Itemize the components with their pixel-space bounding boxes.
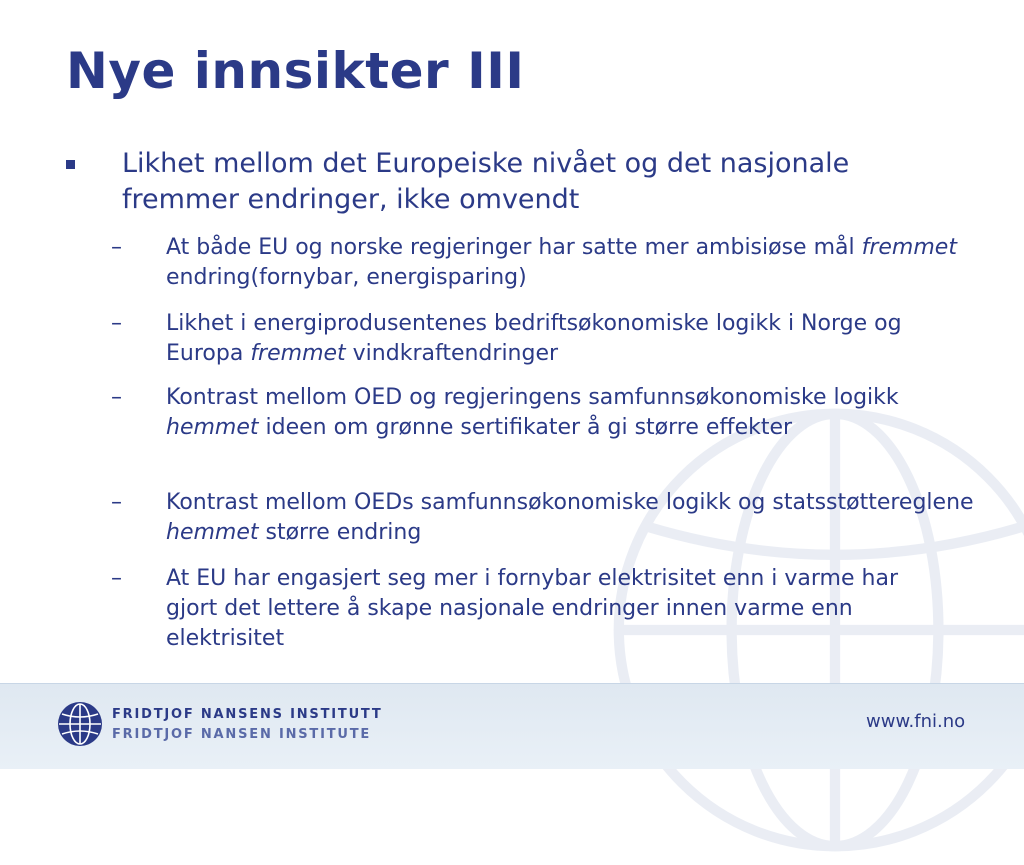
- sub-bullet: [166, 233, 976, 293]
- slide-title: Nye innsikter III: [66, 42, 525, 100]
- sub-bullet-emphasis: fremmet: [250, 341, 346, 366]
- dash-bullet: –: [111, 311, 122, 336]
- website-link[interactable]: www.fni.no: [866, 711, 966, 732]
- dash-bullet: –: [111, 566, 122, 591]
- dash-bullet: –: [111, 490, 122, 515]
- globe-icon: [56, 700, 104, 748]
- sub-bullet-emphasis: hemmet: [166, 520, 259, 545]
- sub-bullet-text: At både EU og norske regjeringer har satte mer ambisiøse mål: [166, 235, 862, 260]
- sub-bullet-emphasis: hemmet: [166, 415, 259, 440]
- sub-bullet-text: Likhet i energiprodusentenes bedriftsøkonomiske logikk i Norge og Europa: [166, 311, 902, 366]
- sub-bullet: [166, 309, 976, 369]
- institute-name-norwegian: FRIDTJOF NANSENS INSTITUTT: [112, 707, 383, 722]
- sub-bullet: [166, 383, 946, 443]
- sub-bullet-emphasis: fremmet: [861, 235, 957, 260]
- sub-bullet-text: endring(fornybar, energisparing): [166, 265, 527, 290]
- sub-bullet-text: Kontrast mellom OED og regjeringens samfunnsøkonomiske logikk: [166, 385, 899, 410]
- sub-bullet: [166, 564, 946, 654]
- main-bullet-text: Likhet mellom det Europeiske nivået og det nasjonale fremmer endringer, ikke omvendt: [122, 148, 850, 215]
- sub-bullet: [166, 488, 976, 548]
- sub-bullet-text: At EU har engasjert seg mer i fornybar elektrisitet enn i varme har gjort det lettere å skape nasjonale endringer innen varme enn elektrisitet: [166, 566, 898, 651]
- sub-bullet-text: Kontrast mellom OEDs samfunnsøkonomiske logikk og statsstøttereglene: [166, 490, 974, 515]
- institute-name-english: FRIDTJOF NANSEN INSTITUTE: [112, 727, 372, 742]
- sub-bullet-text: ideen om grønne sertifikater å gi større effekter: [258, 415, 793, 440]
- dash-bullet: –: [111, 385, 122, 410]
- sub-bullet-text: større endring: [258, 520, 422, 545]
- sub-bullet-text: vindkraftendringer: [345, 341, 559, 366]
- square-bullet-icon: [66, 160, 75, 169]
- dash-bullet: –: [111, 235, 122, 260]
